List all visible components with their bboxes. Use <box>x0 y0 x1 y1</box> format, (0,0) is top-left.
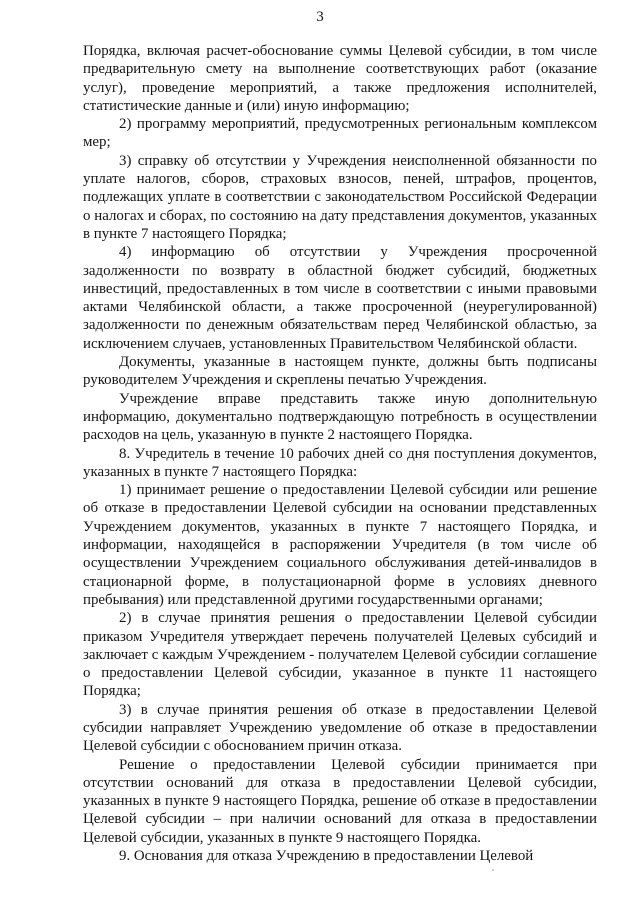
paragraph: 3) в случае принятия решения об отказе в предоставлении Целевой субсидии направляет Учреждению уведомление об отказе в предоставлении Целевой субсидии с обоснованием причин отказа. <box>83 701 597 755</box>
paragraph: 9. Основания для отказа Учреждению в предоставлении Целевой <box>119 848 534 865</box>
paragraph: Учреждение вправе представить также иную дополнительную информацию, документально подтверждающую потребность в осуществлении расходов на цель, указанную в пункте 2 настоящего Порядка. <box>83 390 597 444</box>
scan-artifact <box>492 869 494 871</box>
paragraph: Порядка, включая расчет-обоснование суммы Целевой субсидии, в том числе предварительную смету на выполнение соответствующих работ (оказание услуг), проведение мероприятий, а также предложения исполнителей, статистические данные и (или) иную информацию; <box>83 43 597 114</box>
paragraph: 2) программу мероприятий, предусмотренных региональным комплексом мер; <box>83 116 597 151</box>
paragraph: 3) справку об отсутствии у Учреждения неисполненной обязанности по уплате налогов, сборов, страховых взносов, пеней, штрафов, процентов, подлежащих уплате в соответствии с законодательством Российской Федерации о налогах и сборах, по состоянию на дату представления документов, указанных в пункте 7 настоящего Порядка; <box>83 152 597 242</box>
paragraph: Решение о предоставлении Целевой субсидии принимается при отсутствии оснований для отказа в предоставлении Целевой субсидии, указанных в пункте 9 настоящего Порядка, решение об отказе в предоставлении Целевой субсидии – при наличии оснований для отказа в предоставлении Целевой субсидии, указанных в пункте 9 настоящего Порядка. <box>83 756 597 846</box>
page-number: 3 <box>316 9 324 25</box>
document-body <box>83 42 597 865</box>
paragraph: Документы, указанные в настоящем пункте, должны быть подписаны руководителем Учреждения и скреплены печатью Учреждения. <box>83 354 597 389</box>
paragraph: 1) принимает решение о предоставлении Целевой субсидии или решение об отказе в предоставлении Целевой субсидии на основании представленных Учреждением документов, указанных в пункте 7 настоящего Порядка, и информации, находящейся в распоряжении Учредителя (в том числе об осуществлении Учреждением социального обслуживания детей-инвалидов в стационарной форме, в полустационарной форме в условиях дневного пребывания) или представленной другими государственными органами; <box>83 482 597 608</box>
paragraph: 4) информацию об отсутствии у Учреждения просроченной задолженности по возврату в областной бюджет субсидий, бюджетных инвестиций, предоставленных в том числе в соответствии с иными правовыми актами Челябинской области, а также просроченной (неурегулированной) задолженности по денежным обязательствам перед Челябинской областью, за исключением случаев, установленных Правительством Челябинской области. <box>83 244 597 352</box>
paragraph: 8. Учредитель в течение 10 рабочих дней со дня поступления документов, указанных в пункте 7 настоящего Порядка: <box>83 445 597 480</box>
paragraph: 2) в случае принятия решения о предоставлении Целевой субсидии приказом Учредителя утверждает перечень получателей Целевых субсидий и заключает с каждым Учреждением - получателем Целевой субсидии соглашение о предоставлении Целевой субсидии, указанное в пункте 11 настоящего Порядка; <box>83 610 597 700</box>
